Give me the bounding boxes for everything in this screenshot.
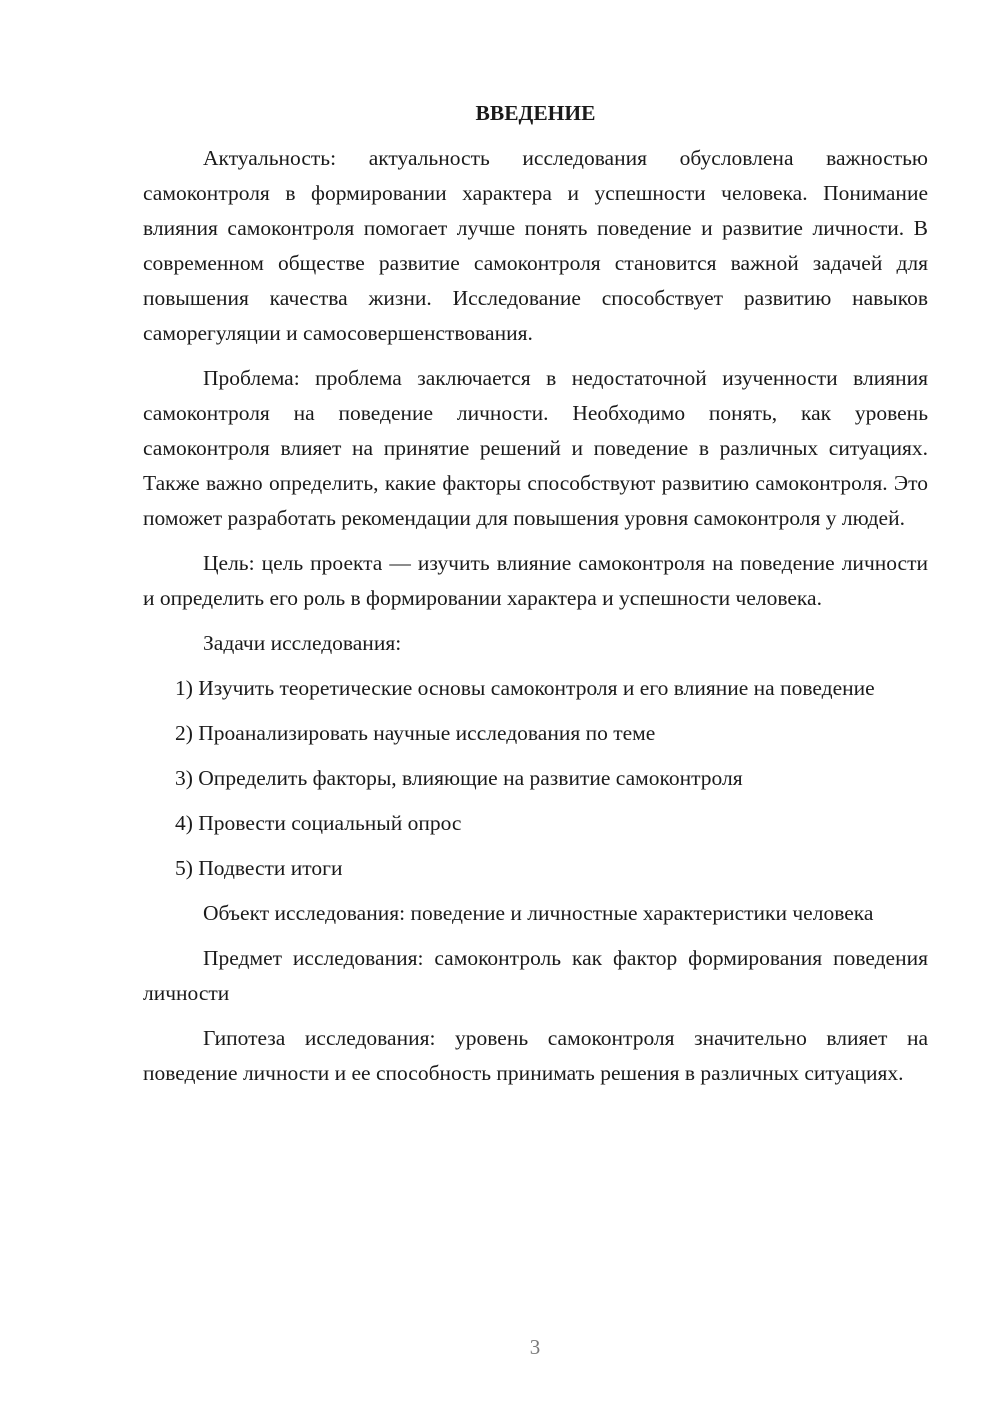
paragraph-hypothesis: Гипотеза исследования: уровень самоконтроля значительно влияет на поведение личности и ее способность принимать решения в различных ситуациях.: [143, 1026, 928, 1085]
tasks-heading: Задачи исследования:: [203, 631, 402, 655]
document-page: [143, 96, 928, 1101]
paragraph-goal: Цель: цель проекта — изучить влияние самоконтроля на поведение личности и определить его роль в формировании характера и успешности человека.: [143, 551, 928, 610]
task-item: 1) Изучить теоретические основы самоконтроля и его влияние на поведение: [175, 676, 875, 700]
paragraph-object: Объект исследования: поведение и личностные характеристики человека: [203, 901, 874, 925]
task-item: 2) Проанализировать научные исследования по теме: [175, 721, 656, 745]
paragraph-subject: Предмет исследования: самоконтроль как фактор формирования поведения личности: [143, 946, 928, 1005]
page-number: 3: [529, 1335, 541, 1359]
section-title: ВВЕДЕНИЕ: [475, 101, 596, 125]
task-item: 5) Подвести итоги: [175, 856, 343, 880]
paragraph-relevance: Актуальность: актуальность исследования обусловлена важностью самоконтроля в формировании характера и успешности человека. Понимание влияния самоконтроля помогает лучше понять поведение и развитие личности. В современном обществе развитие самоконтроля становится важной задачей для повышения качества жизни. Исследование способствует развитию навыков саморегуляции и самосовершенствования.: [143, 146, 928, 345]
task-item: 3) Определить факторы, влияющие на развитие самоконтроля: [175, 766, 743, 790]
paragraph-problem: Проблема: проблема заключается в недостаточной изученности влияния самоконтроля на поведение личности. Необходимо понять, как уровень самоконтроля влияет на принятие решений и поведение в различных ситуациях. Также важно определить, какие факторы способствуют развитию самоконтроля. Это поможет разработать рекомендации для повышения уровня самоконтроля у людей.: [143, 366, 928, 530]
task-item: 4) Провести социальный опрос: [175, 811, 462, 835]
